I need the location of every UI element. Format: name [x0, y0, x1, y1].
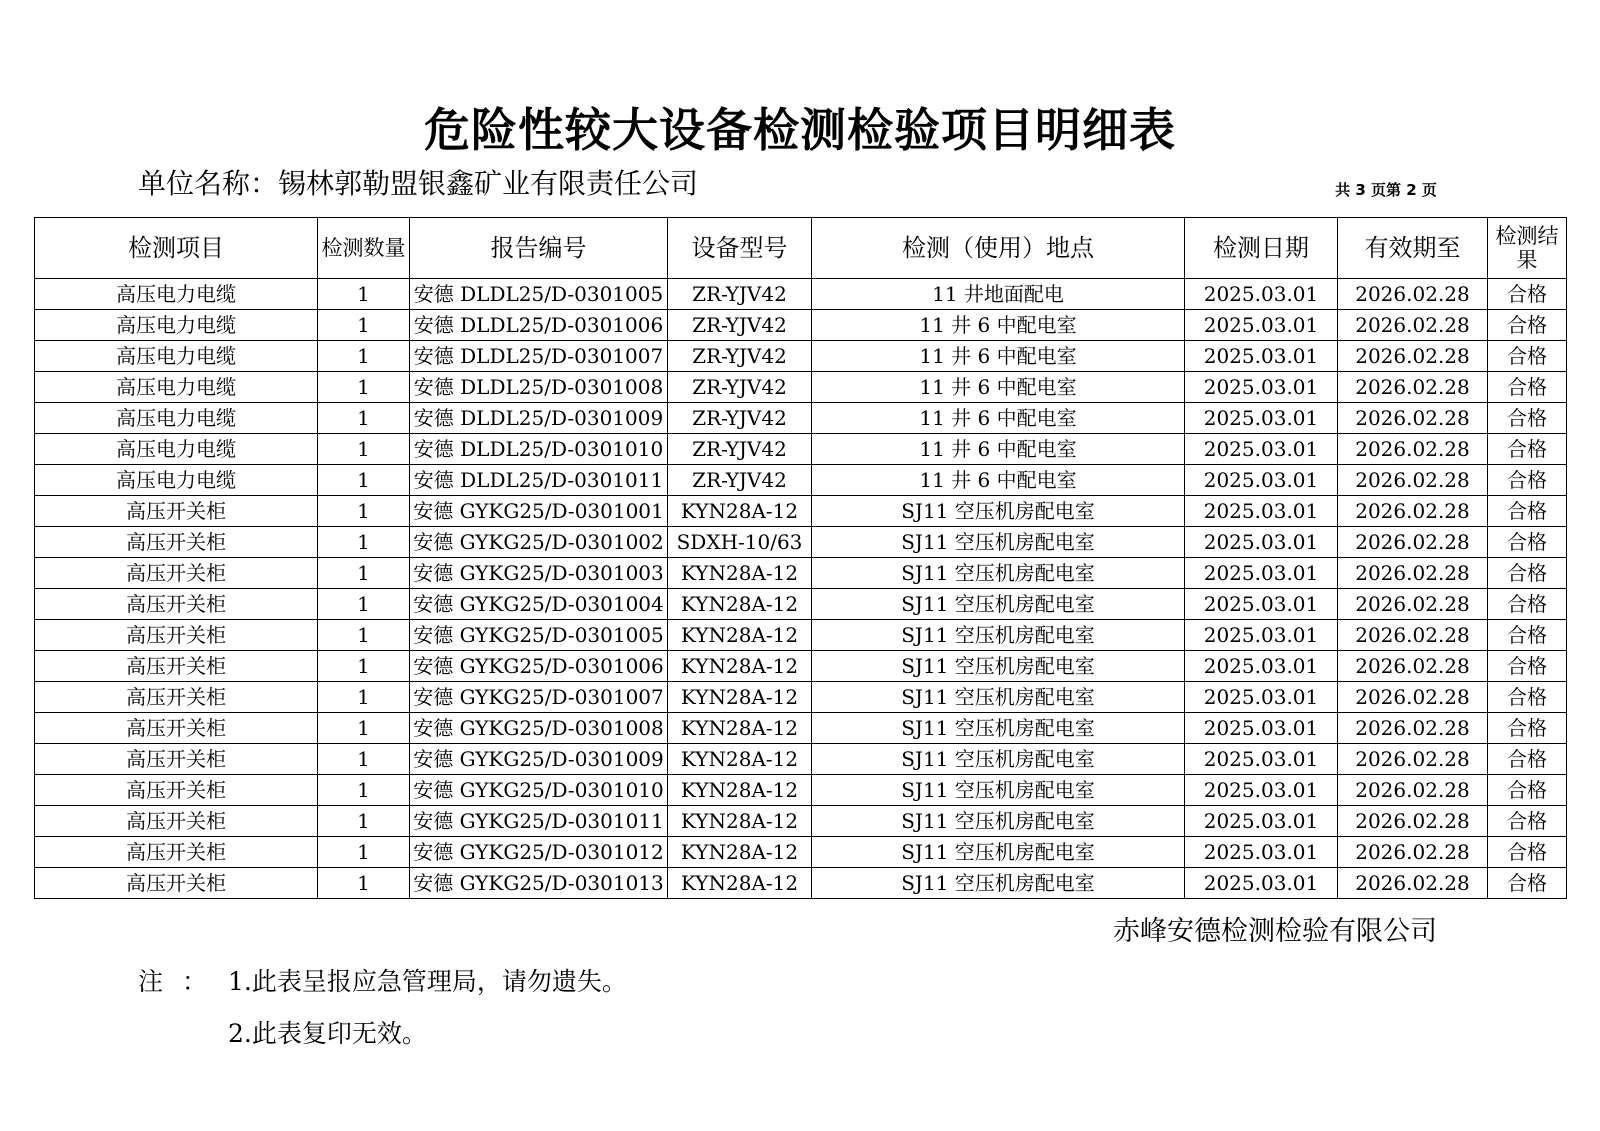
cell-item: 高压电力电缆 — [35, 310, 318, 341]
cell-item: 高压开关柜 — [35, 589, 318, 620]
cell-location: SJ11 空压机房配电室 — [812, 527, 1185, 558]
cell-valid-until: 2026.02.28 — [1338, 372, 1488, 403]
cell-item: 高压开关柜 — [35, 620, 318, 651]
cell-equipment-model: ZR-YJV42 — [668, 279, 812, 310]
cell-item: 高压开关柜 — [35, 558, 318, 589]
cell-quantity: 1 — [318, 465, 410, 496]
cell-inspection-date: 2025.03.01 — [1185, 558, 1338, 589]
cell-quantity: 1 — [318, 744, 410, 775]
header-item: 检测项目 — [35, 218, 318, 279]
cell-result: 合格 — [1488, 744, 1567, 775]
table-row — [35, 279, 1567, 310]
cell-inspection-date: 2025.03.01 — [1185, 372, 1338, 403]
cell-inspection-date: 2025.03.01 — [1185, 403, 1338, 434]
cell-equipment-model: ZR-YJV42 — [668, 465, 812, 496]
table-row — [35, 775, 1567, 806]
cell-report-number: 安德 GYKG25/D-0301006 — [410, 651, 668, 682]
cell-location: SJ11 空压机房配电室 — [812, 558, 1185, 589]
cell-valid-until: 2026.02.28 — [1338, 465, 1488, 496]
unit-name: 锡林郭勒盟银鑫矿业有限责任公司 — [278, 167, 699, 200]
cell-item: 高压开关柜 — [35, 527, 318, 558]
cell-quantity: 1 — [318, 310, 410, 341]
cell-quantity: 1 — [318, 341, 410, 372]
table-row — [35, 310, 1567, 341]
cell-valid-until: 2026.02.28 — [1338, 589, 1488, 620]
document-title: 危险性较大设备检测检验项目明细表 — [424, 103, 1176, 157]
cell-quantity: 1 — [318, 837, 410, 868]
cell-report-number: 安德 DLDL25/D-0301006 — [410, 310, 668, 341]
cell-item: 高压电力电缆 — [35, 372, 318, 403]
cell-quantity: 1 — [318, 496, 410, 527]
cell-valid-until: 2026.02.28 — [1338, 775, 1488, 806]
cell-location: SJ11 空压机房配电室 — [812, 496, 1185, 527]
cell-location: 11 井地面配电 — [812, 279, 1185, 310]
cell-result: 合格 — [1488, 651, 1567, 682]
cell-location: SJ11 空压机房配电室 — [812, 837, 1185, 868]
cell-valid-until: 2026.02.28 — [1338, 434, 1488, 465]
table-row — [35, 341, 1567, 372]
cell-equipment-model: ZR-YJV42 — [668, 372, 812, 403]
cell-equipment-model: KYN28A-12 — [668, 682, 812, 713]
cell-valid-until: 2026.02.28 — [1338, 310, 1488, 341]
cell-inspection-date: 2025.03.01 — [1185, 341, 1338, 372]
cell-equipment-model: KYN28A-12 — [668, 558, 812, 589]
cell-inspection-date: 2025.03.01 — [1185, 651, 1338, 682]
cell-result: 合格 — [1488, 372, 1567, 403]
note-label: 注 — [138, 967, 164, 996]
cell-valid-until: 2026.02.28 — [1338, 806, 1488, 837]
cell-quantity: 1 — [318, 620, 410, 651]
cell-item: 高压电力电缆 — [35, 403, 318, 434]
cell-result: 合格 — [1488, 341, 1567, 372]
table-row — [35, 403, 1567, 434]
note-line-2: 2.此表复印无效。 — [228, 1019, 427, 1048]
unit-label: 单位名称： — [138, 167, 279, 200]
cell-equipment-model: KYN28A-12 — [668, 589, 812, 620]
cell-location: SJ11 空压机房配电室 — [812, 682, 1185, 713]
cell-item: 高压电力电缆 — [35, 279, 318, 310]
cell-inspection-date: 2025.03.01 — [1185, 279, 1338, 310]
table-row — [35, 651, 1567, 682]
cell-equipment-model: KYN28A-12 — [668, 806, 812, 837]
cell-report-number: 安德 DLDL25/D-0301010 — [410, 434, 668, 465]
cell-valid-until: 2026.02.28 — [1338, 279, 1488, 310]
cell-item: 高压电力电缆 — [35, 341, 318, 372]
table-row — [35, 589, 1567, 620]
header-valid-until: 有效期至 — [1338, 218, 1488, 279]
cell-result: 合格 — [1488, 558, 1567, 589]
cell-inspection-date: 2025.03.01 — [1185, 868, 1338, 899]
cell-result: 合格 — [1488, 806, 1567, 837]
cell-result: 合格 — [1488, 837, 1567, 868]
cell-valid-until: 2026.02.28 — [1338, 620, 1488, 651]
cell-item: 高压开关柜 — [35, 682, 318, 713]
cell-report-number: 安德 GYKG25/D-0301005 — [410, 620, 668, 651]
table-row — [35, 837, 1567, 868]
cell-location: 11 井 6 中配电室 — [812, 465, 1185, 496]
cell-location: SJ11 空压机房配电室 — [812, 775, 1185, 806]
cell-inspection-date: 2025.03.01 — [1185, 837, 1338, 868]
cell-quantity: 1 — [318, 558, 410, 589]
cell-location: 11 井 6 中配电室 — [812, 341, 1185, 372]
cell-equipment-model: KYN28A-12 — [668, 496, 812, 527]
cell-report-number: 安德 GYKG25/D-0301007 — [410, 682, 668, 713]
table-row — [35, 868, 1567, 899]
cell-equipment-model: ZR-YJV42 — [668, 341, 812, 372]
header-quantity: 检测数量 — [318, 218, 410, 279]
cell-item: 高压开关柜 — [35, 651, 318, 682]
cell-equipment-model: ZR-YJV42 — [668, 403, 812, 434]
cell-location: 11 井 6 中配电室 — [812, 372, 1185, 403]
table-row — [35, 713, 1567, 744]
cell-equipment-model: KYN28A-12 — [668, 837, 812, 868]
cell-report-number: 安德 GYKG25/D-0301011 — [410, 806, 668, 837]
cell-result: 合格 — [1488, 775, 1567, 806]
note-line-1: 1.此表呈报应急管理局，请勿遗失。 — [228, 967, 627, 996]
cell-report-number: 安德 GYKG25/D-0301002 — [410, 527, 668, 558]
cell-location: 11 井 6 中配电室 — [812, 434, 1185, 465]
cell-location: 11 井 6 中配电室 — [812, 310, 1185, 341]
issuer-company: 赤峰安德检测检验有限公司 — [1113, 916, 1437, 947]
cell-valid-until: 2026.02.28 — [1338, 403, 1488, 434]
table-row — [35, 527, 1567, 558]
cell-quantity: 1 — [318, 434, 410, 465]
inspection-detail-table — [34, 217, 1567, 899]
cell-valid-until: 2026.02.28 — [1338, 496, 1488, 527]
cell-valid-until: 2026.02.28 — [1338, 682, 1488, 713]
cell-result: 合格 — [1488, 527, 1567, 558]
cell-report-number: 安德 GYKG25/D-0301012 — [410, 837, 668, 868]
table-row — [35, 620, 1567, 651]
table-row — [35, 434, 1567, 465]
cell-item: 高压电力电缆 — [35, 434, 318, 465]
cell-equipment-model: KYN28A-12 — [668, 868, 812, 899]
cell-report-number: 安德 GYKG25/D-0301001 — [410, 496, 668, 527]
cell-location: SJ11 空压机房配电室 — [812, 620, 1185, 651]
cell-equipment-model: ZR-YJV42 — [668, 434, 812, 465]
cell-inspection-date: 2025.03.01 — [1185, 434, 1338, 465]
cell-result: 合格 — [1488, 682, 1567, 713]
cell-quantity: 1 — [318, 682, 410, 713]
cell-inspection-date: 2025.03.01 — [1185, 775, 1338, 806]
cell-item: 高压开关柜 — [35, 806, 318, 837]
cell-location: SJ11 空压机房配电室 — [812, 713, 1185, 744]
cell-location: SJ11 空压机房配电室 — [812, 868, 1185, 899]
cell-inspection-date: 2025.03.01 — [1185, 620, 1338, 651]
cell-report-number: 安德 GYKG25/D-0301010 — [410, 775, 668, 806]
cell-result: 合格 — [1488, 620, 1567, 651]
header-inspection-date: 检测日期 — [1185, 218, 1338, 279]
cell-item: 高压开关柜 — [35, 837, 318, 868]
cell-report-number: 安德 DLDL25/D-0301007 — [410, 341, 668, 372]
table-row — [35, 744, 1567, 775]
table-row — [35, 806, 1567, 837]
cell-quantity: 1 — [318, 279, 410, 310]
cell-result: 合格 — [1488, 465, 1567, 496]
cell-result: 合格 — [1488, 310, 1567, 341]
cell-location: SJ11 空压机房配电室 — [812, 651, 1185, 682]
cell-item: 高压开关柜 — [35, 713, 318, 744]
cell-valid-until: 2026.02.28 — [1338, 744, 1488, 775]
header-equipment-model: 设备型号 — [668, 218, 812, 279]
cell-result: 合格 — [1488, 589, 1567, 620]
cell-quantity: 1 — [318, 403, 410, 434]
cell-report-number: 安德 GYKG25/D-0301003 — [410, 558, 668, 589]
table-row — [35, 558, 1567, 589]
cell-valid-until: 2026.02.28 — [1338, 868, 1488, 899]
cell-valid-until: 2026.02.28 — [1338, 527, 1488, 558]
cell-quantity: 1 — [318, 868, 410, 899]
cell-equipment-model: KYN28A-12 — [668, 744, 812, 775]
cell-item: 高压开关柜 — [35, 868, 318, 899]
cell-equipment-model: KYN28A-12 — [668, 651, 812, 682]
cell-valid-until: 2026.02.28 — [1338, 837, 1488, 868]
cell-item: 高压开关柜 — [35, 775, 318, 806]
cell-quantity: 1 — [318, 589, 410, 620]
cell-equipment-model: KYN28A-12 — [668, 713, 812, 744]
table-row — [35, 372, 1567, 403]
cell-item: 高压开关柜 — [35, 744, 318, 775]
cell-valid-until: 2026.02.28 — [1338, 341, 1488, 372]
cell-quantity: 1 — [318, 372, 410, 403]
cell-inspection-date: 2025.03.01 — [1185, 713, 1338, 744]
cell-valid-until: 2026.02.28 — [1338, 713, 1488, 744]
cell-report-number: 安德 DLDL25/D-0301008 — [410, 372, 668, 403]
cell-result: 合格 — [1488, 403, 1567, 434]
table-body — [35, 279, 1567, 899]
cell-quantity: 1 — [318, 651, 410, 682]
cell-location: SJ11 空压机房配电室 — [812, 589, 1185, 620]
cell-equipment-model: KYN28A-12 — [668, 620, 812, 651]
cell-inspection-date: 2025.03.01 — [1185, 806, 1338, 837]
cell-quantity: 1 — [318, 713, 410, 744]
cell-location: 11 井 6 中配电室 — [812, 403, 1185, 434]
cell-equipment-model: KYN28A-12 — [668, 775, 812, 806]
note-colon: ： — [182, 967, 208, 996]
cell-item: 高压开关柜 — [35, 496, 318, 527]
cell-item: 高压电力电缆 — [35, 465, 318, 496]
cell-inspection-date: 2025.03.01 — [1185, 589, 1338, 620]
cell-report-number: 安德 DLDL25/D-0301009 — [410, 403, 668, 434]
cell-equipment-model: SDXH-10/63 — [668, 527, 812, 558]
cell-report-number: 安德 GYKG25/D-0301009 — [410, 744, 668, 775]
cell-report-number: 安德 GYKG25/D-0301004 — [410, 589, 668, 620]
cell-inspection-date: 2025.03.01 — [1185, 310, 1338, 341]
cell-report-number: 安德 GYKG25/D-0301013 — [410, 868, 668, 899]
cell-report-number: 安德 DLDL25/D-0301011 — [410, 465, 668, 496]
cell-location: SJ11 空压机房配电室 — [812, 806, 1185, 837]
cell-inspection-date: 2025.03.01 — [1185, 527, 1338, 558]
cell-valid-until: 2026.02.28 — [1338, 558, 1488, 589]
header-location: 检测（使用）地点 — [812, 218, 1185, 279]
cell-result: 合格 — [1488, 868, 1567, 899]
table-row — [35, 496, 1567, 527]
cell-quantity: 1 — [318, 775, 410, 806]
cell-report-number: 安德 GYKG25/D-0301008 — [410, 713, 668, 744]
table-header-row — [35, 218, 1567, 279]
cell-inspection-date: 2025.03.01 — [1185, 465, 1338, 496]
table-row — [35, 682, 1567, 713]
cell-result: 合格 — [1488, 713, 1567, 744]
cell-quantity: 1 — [318, 527, 410, 558]
page-info: 共 3 页第 2 页 — [1335, 181, 1437, 199]
header-report-number: 报告编号 — [410, 218, 668, 279]
cell-inspection-date: 2025.03.01 — [1185, 682, 1338, 713]
cell-report-number: 安德 DLDL25/D-0301005 — [410, 279, 668, 310]
cell-quantity: 1 — [318, 806, 410, 837]
cell-location: SJ11 空压机房配电室 — [812, 744, 1185, 775]
cell-inspection-date: 2025.03.01 — [1185, 496, 1338, 527]
cell-inspection-date: 2025.03.01 — [1185, 744, 1338, 775]
unit-line — [138, 164, 698, 204]
cell-result: 合格 — [1488, 434, 1567, 465]
cell-result: 合格 — [1488, 496, 1567, 527]
cell-equipment-model: ZR-YJV42 — [668, 310, 812, 341]
cell-result: 合格 — [1488, 279, 1567, 310]
header-result: 检测结果 — [1488, 218, 1567, 279]
cell-valid-until: 2026.02.28 — [1338, 651, 1488, 682]
table-row — [35, 465, 1567, 496]
